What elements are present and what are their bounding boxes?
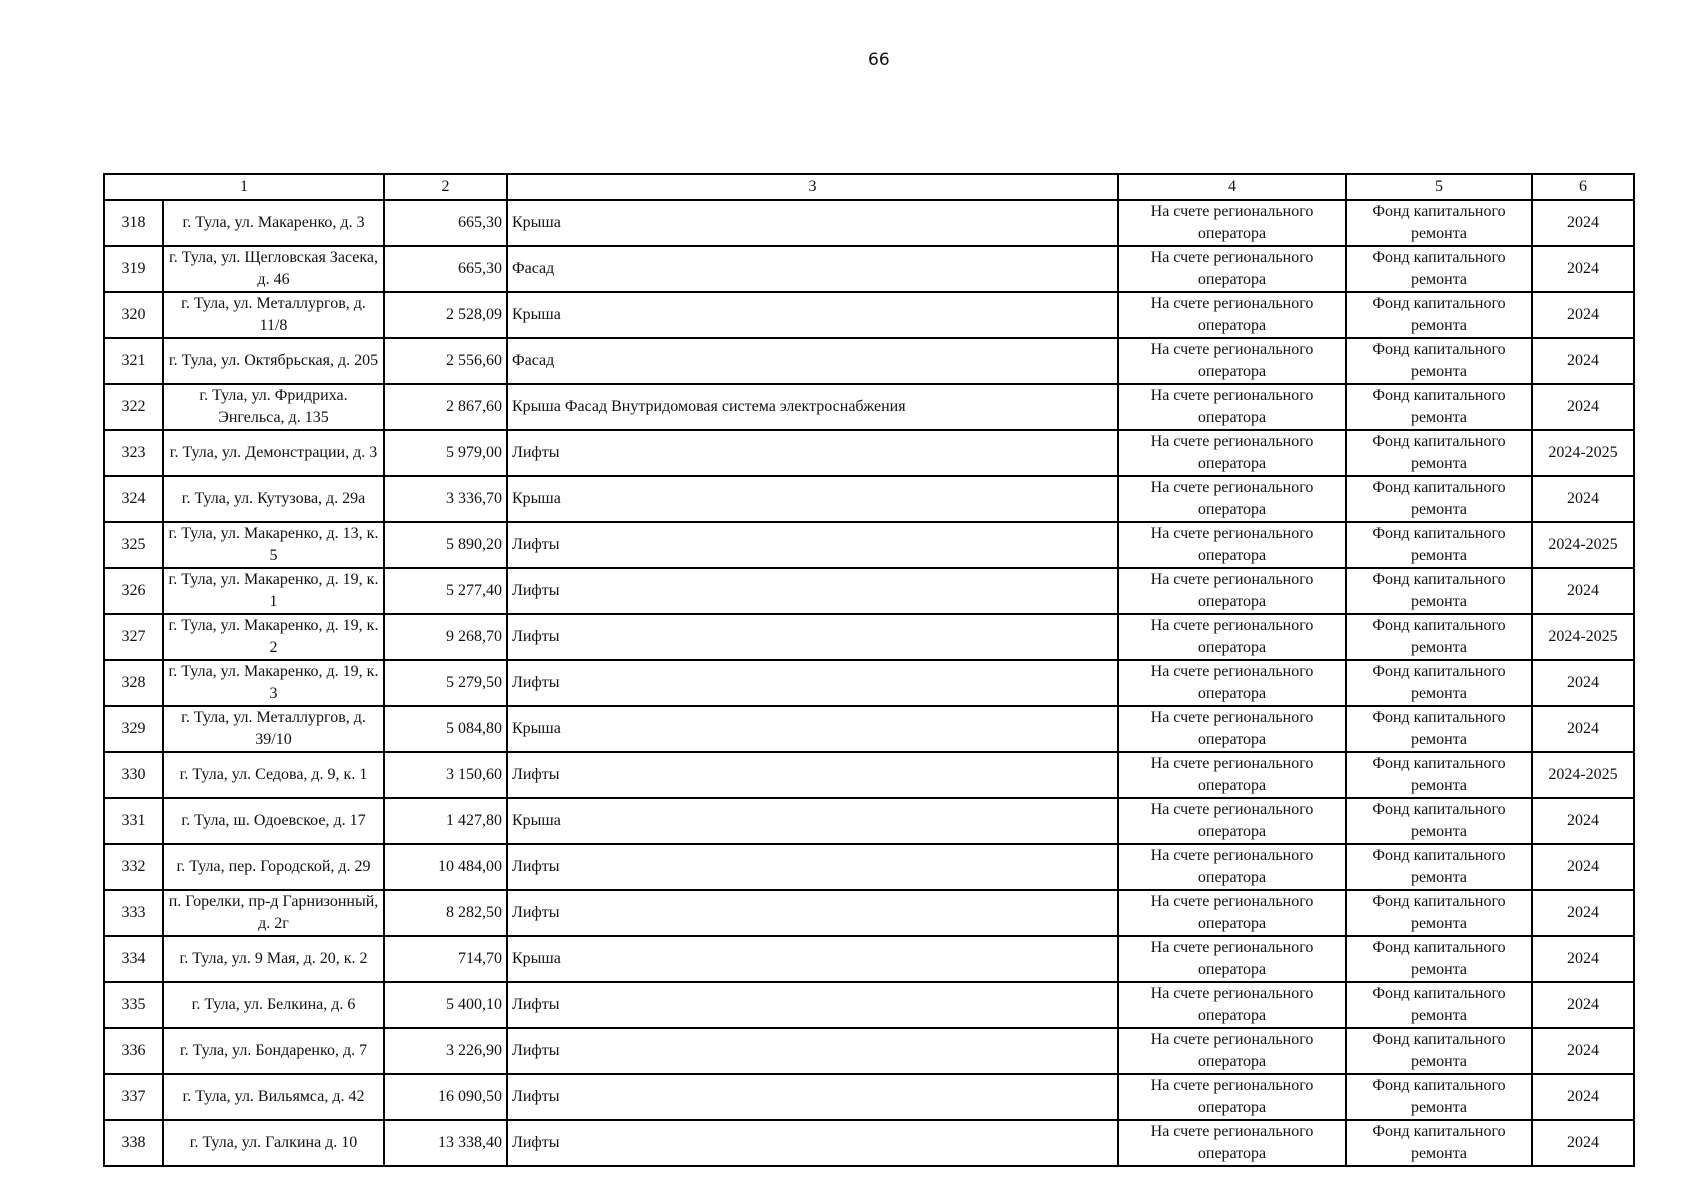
amount-cell: 10 484,00 — [384, 844, 507, 890]
table-row — [104, 844, 1634, 890]
work-type-cell: Лифты — [507, 982, 1118, 1028]
year-cell: 2024 — [1532, 706, 1634, 752]
row-number: 335 — [104, 982, 163, 1028]
amount-cell: 5 084,80 — [384, 706, 507, 752]
account-cell: На счете регионального оператора — [1118, 568, 1346, 614]
funding-source-cell: Фонд капитального ремонта — [1346, 430, 1532, 476]
row-number: 333 — [104, 890, 163, 936]
row-number: 336 — [104, 1028, 163, 1074]
table-row — [104, 568, 1634, 614]
work-type-cell: Лифты — [507, 752, 1118, 798]
row-number: 329 — [104, 706, 163, 752]
year-cell: 2024 — [1532, 844, 1634, 890]
account-cell: На счете регионального оператора — [1118, 982, 1346, 1028]
table-row — [104, 1120, 1634, 1166]
row-number: 328 — [104, 660, 163, 706]
year-cell: 2024-2025 — [1532, 430, 1634, 476]
table-row — [104, 338, 1634, 384]
year-cell: 2024 — [1532, 338, 1634, 384]
work-type-cell: Лифты — [507, 1120, 1118, 1166]
account-cell: На счете регионального оператора — [1118, 614, 1346, 660]
row-number: 322 — [104, 384, 163, 430]
year-cell: 2024 — [1532, 936, 1634, 982]
amount-cell: 16 090,50 — [384, 1074, 507, 1120]
work-type-cell: Лифты — [507, 660, 1118, 706]
funding-source-cell: Фонд капитального ремонта — [1346, 200, 1532, 246]
funding-source-cell: Фонд капитального ремонта — [1346, 936, 1532, 982]
header-col-1: 1 — [104, 174, 384, 200]
table-row — [104, 200, 1634, 246]
table-row — [104, 384, 1634, 430]
address-cell: г. Тула, ул. 9 Мая, д. 20, к. 2 — [163, 936, 384, 982]
row-number: 337 — [104, 1074, 163, 1120]
address-cell: г. Тула, ул. Металлургов, д. 39/10 — [163, 706, 384, 752]
address-cell: г. Тула, ул. Макаренко, д. 3 — [163, 200, 384, 246]
address-cell: г. Тула, ш. Одоевское, д. 17 — [163, 798, 384, 844]
work-type-cell: Фасад — [507, 246, 1118, 292]
table-row — [104, 476, 1634, 522]
funding-source-cell: Фонд капитального ремонта — [1346, 246, 1532, 292]
amount-cell: 5 277,40 — [384, 568, 507, 614]
funding-source-cell: Фонд капитального ремонта — [1346, 1074, 1532, 1120]
work-type-cell: Крыша — [507, 706, 1118, 752]
address-cell: г. Тула, пер. Городской, д. 29 — [163, 844, 384, 890]
address-cell: г. Тула, ул. Седова, д. 9, к. 1 — [163, 752, 384, 798]
header-col-2: 2 — [384, 174, 507, 200]
year-cell: 2024 — [1532, 1120, 1634, 1166]
amount-cell: 665,30 — [384, 200, 507, 246]
page-number: 66 — [868, 50, 890, 70]
work-type-cell: Крыша — [507, 936, 1118, 982]
table-row — [104, 752, 1634, 798]
address-cell: г. Тула, ул. Макаренко, д. 13, к. 5 — [163, 522, 384, 568]
account-cell: На счете регионального оператора — [1118, 798, 1346, 844]
table-row — [104, 706, 1634, 752]
funding-source-cell: Фонд капитального ремонта — [1346, 614, 1532, 660]
funding-source-cell: Фонд капитального ремонта — [1346, 982, 1532, 1028]
header-col-4: 4 — [1118, 174, 1346, 200]
amount-cell: 8 282,50 — [384, 890, 507, 936]
table-row — [104, 890, 1634, 936]
header-col-3: 3 — [507, 174, 1118, 200]
address-cell: г. Тула, ул. Октябрьская, д. 205 — [163, 338, 384, 384]
year-cell: 2024-2025 — [1532, 522, 1634, 568]
account-cell: На счете регионального оператора — [1118, 890, 1346, 936]
amount-cell: 2 528,09 — [384, 292, 507, 338]
year-cell: 2024 — [1532, 384, 1634, 430]
address-cell: г. Тула, ул. Кутузова, д. 29а — [163, 476, 384, 522]
header-row — [104, 174, 1634, 200]
work-type-cell: Лифты — [507, 522, 1118, 568]
work-type-cell: Крыша — [507, 798, 1118, 844]
funding-source-cell: Фонд капитального ремонта — [1346, 522, 1532, 568]
address-cell: г. Тула, ул. Белкина, д. 6 — [163, 982, 384, 1028]
funding-source-cell: Фонд капитального ремонта — [1346, 844, 1532, 890]
year-cell: 2024 — [1532, 476, 1634, 522]
account-cell: На счете регионального оператора — [1118, 292, 1346, 338]
header-col-6: 6 — [1532, 174, 1634, 200]
account-cell: На счете регионального оператора — [1118, 706, 1346, 752]
year-cell: 2024 — [1532, 292, 1634, 338]
funding-source-cell: Фонд капитального ремонта — [1346, 798, 1532, 844]
table-header — [104, 174, 1634, 200]
work-type-cell: Крыша — [507, 476, 1118, 522]
table-row — [104, 660, 1634, 706]
address-cell: г. Тула, ул. Фридриха. Энгельса, д. 135 — [163, 384, 384, 430]
year-cell: 2024 — [1532, 890, 1634, 936]
header-col-5: 5 — [1346, 174, 1532, 200]
funding-source-cell: Фонд капитального ремонта — [1346, 1028, 1532, 1074]
work-type-cell: Лифты — [507, 890, 1118, 936]
address-cell: г. Тула, ул. Макаренко, д. 19, к. 1 — [163, 568, 384, 614]
year-cell: 2024 — [1532, 246, 1634, 292]
row-number: 330 — [104, 752, 163, 798]
address-cell: г. Тула, ул. Вильямса, д. 42 — [163, 1074, 384, 1120]
funding-source-cell: Фонд капитального ремонта — [1346, 706, 1532, 752]
row-number: 327 — [104, 614, 163, 660]
funding-source-cell: Фонд капитального ремонта — [1346, 384, 1532, 430]
year-cell: 2024 — [1532, 660, 1634, 706]
row-number: 321 — [104, 338, 163, 384]
amount-cell: 714,70 — [384, 936, 507, 982]
row-number: 338 — [104, 1120, 163, 1166]
row-number: 331 — [104, 798, 163, 844]
funding-source-cell: Фонд капитального ремонта — [1346, 660, 1532, 706]
row-number: 320 — [104, 292, 163, 338]
work-type-cell: Крыша Фасад Внутридомовая система электроснабжения — [507, 384, 1118, 430]
amount-cell: 5 400,10 — [384, 982, 507, 1028]
work-type-cell: Крыша — [507, 292, 1118, 338]
funding-source-cell: Фонд капитального ремонта — [1346, 752, 1532, 798]
account-cell: На счете регионального оператора — [1118, 844, 1346, 890]
work-type-cell: Крыша — [507, 200, 1118, 246]
table-row — [104, 614, 1634, 660]
address-cell: г. Тула, ул. Галкина д. 10 — [163, 1120, 384, 1166]
row-number: 325 — [104, 522, 163, 568]
work-type-cell: Лифты — [507, 568, 1118, 614]
account-cell: На счете регионального оператора — [1118, 246, 1346, 292]
account-cell: На счете регионального оператора — [1118, 1028, 1346, 1074]
work-type-cell: Лифты — [507, 614, 1118, 660]
year-cell: 2024 — [1532, 982, 1634, 1028]
funding-source-cell: Фонд капитального ремонта — [1346, 292, 1532, 338]
funding-source-cell: Фонд капитального ремонта — [1346, 476, 1532, 522]
row-number: 319 — [104, 246, 163, 292]
year-cell: 2024 — [1532, 568, 1634, 614]
account-cell: На счете регионального оператора — [1118, 660, 1346, 706]
row-number: 323 — [104, 430, 163, 476]
amount-cell: 2 556,60 — [384, 338, 507, 384]
table-row — [104, 1074, 1634, 1120]
address-cell: г. Тула, ул. Щегловская Засека, д. 46 — [163, 246, 384, 292]
table-row — [104, 292, 1634, 338]
funding-source-cell: Фонд капитального ремонта — [1346, 568, 1532, 614]
address-cell: г. Тула, ул. Демонстрации, д. 3 — [163, 430, 384, 476]
amount-cell: 5 890,20 — [384, 522, 507, 568]
amount-cell: 1 427,80 — [384, 798, 507, 844]
funding-source-cell: Фонд капитального ремонта — [1346, 1120, 1532, 1166]
account-cell: На счете регионального оператора — [1118, 936, 1346, 982]
row-number: 318 — [104, 200, 163, 246]
table-body — [104, 200, 1634, 1166]
year-cell: 2024 — [1532, 200, 1634, 246]
table-row — [104, 430, 1634, 476]
address-cell: г. Тула, ул. Макаренко, д. 19, к. 2 — [163, 614, 384, 660]
amount-cell: 2 867,60 — [384, 384, 507, 430]
table-row — [104, 798, 1634, 844]
address-cell: г. Тула, ул. Металлургов, д. 11/8 — [163, 292, 384, 338]
funding-source-cell: Фонд капитального ремонта — [1346, 338, 1532, 384]
work-type-cell: Лифты — [507, 1074, 1118, 1120]
address-cell: п. Горелки, пр-д Гарнизонный, д. 2г — [163, 890, 384, 936]
work-type-cell: Лифты — [507, 1028, 1118, 1074]
year-cell: 2024 — [1532, 1074, 1634, 1120]
account-cell: На счете регионального оператора — [1118, 522, 1346, 568]
year-cell: 2024 — [1532, 798, 1634, 844]
amount-cell: 3 226,90 — [384, 1028, 507, 1074]
account-cell: На счете регионального оператора — [1118, 384, 1346, 430]
table-row — [104, 936, 1634, 982]
amount-cell: 3 150,60 — [384, 752, 507, 798]
table-row — [104, 246, 1634, 292]
account-cell: На счете регионального оператора — [1118, 338, 1346, 384]
amount-cell: 5 979,00 — [384, 430, 507, 476]
work-type-cell: Лифты — [507, 430, 1118, 476]
funding-source-cell: Фонд капитального ремонта — [1346, 890, 1532, 936]
account-cell: На счете регионального оператора — [1118, 430, 1346, 476]
account-cell: На счете регионального оператора — [1118, 1120, 1346, 1166]
amount-cell: 9 268,70 — [384, 614, 507, 660]
table-row — [104, 982, 1634, 1028]
amount-cell: 665,30 — [384, 246, 507, 292]
account-cell: На счете регионального оператора — [1118, 200, 1346, 246]
year-cell: 2024-2025 — [1532, 752, 1634, 798]
row-number: 334 — [104, 936, 163, 982]
address-cell: г. Тула, ул. Макаренко, д. 19, к. 3 — [163, 660, 384, 706]
row-number: 324 — [104, 476, 163, 522]
row-number: 326 — [104, 568, 163, 614]
address-cell: г. Тула, ул. Бондаренко, д. 7 — [163, 1028, 384, 1074]
capital-repair-table — [103, 173, 1635, 1167]
year-cell: 2024-2025 — [1532, 614, 1634, 660]
row-number: 332 — [104, 844, 163, 890]
table-row — [104, 522, 1634, 568]
work-type-cell: Лифты — [507, 844, 1118, 890]
year-cell: 2024 — [1532, 1028, 1634, 1074]
amount-cell: 5 279,50 — [384, 660, 507, 706]
account-cell: На счете регионального оператора — [1118, 476, 1346, 522]
amount-cell: 13 338,40 — [384, 1120, 507, 1166]
work-type-cell: Фасад — [507, 338, 1118, 384]
amount-cell: 3 336,70 — [384, 476, 507, 522]
account-cell: На счете регионального оператора — [1118, 1074, 1346, 1120]
account-cell: На счете регионального оператора — [1118, 752, 1346, 798]
table-row — [104, 1028, 1634, 1074]
